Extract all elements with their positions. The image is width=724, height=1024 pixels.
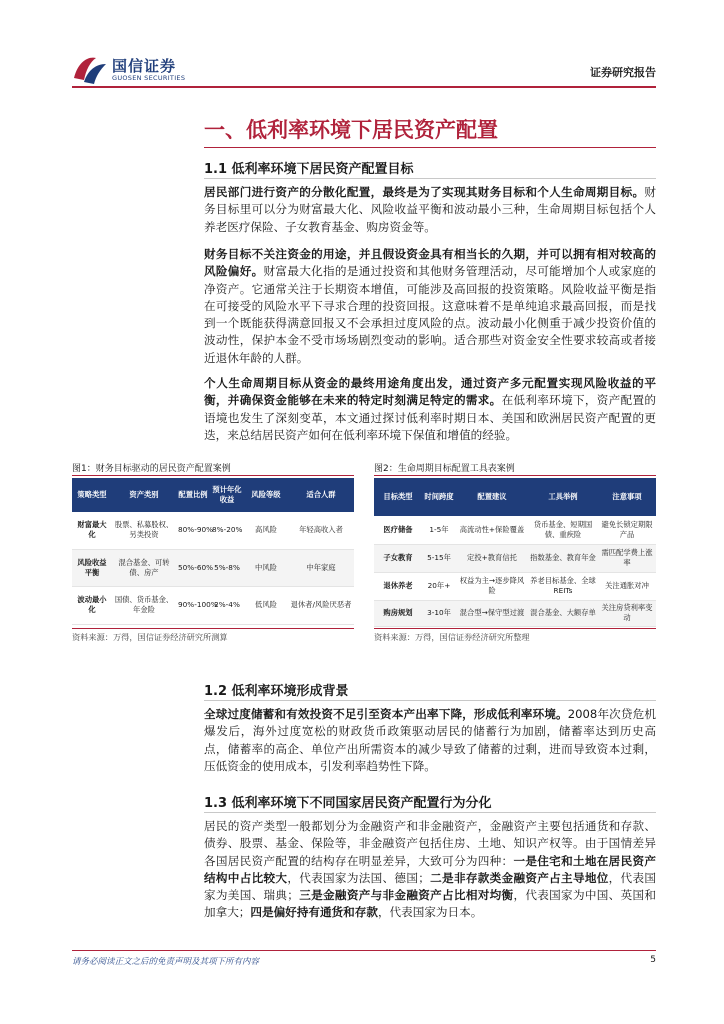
table-cell: 20年+ — [422, 572, 456, 600]
figure-2-source: 资料来源：万得，国信证券经济研究所整理 — [374, 632, 530, 642]
logo-chinese-name: 国信证券 — [112, 57, 177, 75]
table-cell: 关注通胀对冲 — [598, 572, 656, 600]
table-cell: 混合型→保守型过渡 — [456, 600, 528, 626]
table-cell: 退休者/风险厌恶者 — [288, 586, 354, 624]
table-cell: 退休养老 — [374, 572, 422, 600]
table-cell: 2%-4% — [210, 586, 244, 624]
section-1-1-heading: 1.1 低利率环境下居民资产配置目标 — [204, 162, 414, 177]
chapter-title-rule — [204, 147, 656, 148]
figure-1-bottom-rule — [72, 628, 354, 629]
fig2-header-cell: 注意事项 — [598, 478, 656, 516]
figure-2-header-row — [374, 478, 656, 516]
section-1-3-heading: 1.3 低利率环境下不同国家居民资产配置行为分化 — [204, 796, 492, 811]
table-row — [374, 516, 656, 544]
table-cell: 80%-90% — [176, 512, 210, 549]
table-cell: 货币基金、短期国债、重疾险 — [528, 516, 598, 544]
table-cell: 年轻高收入者 — [288, 512, 354, 549]
table-cell: 需匹配学费上涨率 — [598, 544, 656, 572]
fig2-header-cell: 配置建议 — [456, 478, 528, 516]
logo-english-name: GUOSEN SECURITIES — [112, 74, 186, 82]
fig1-header-cell: 适合人群 — [288, 478, 354, 512]
table-cell: 中年家庭 — [288, 549, 354, 586]
table-cell: 关注房贷利率变动 — [598, 600, 656, 626]
figure-2-top-rule — [374, 475, 656, 476]
table-cell: 国债、货币基金、年金险 — [112, 586, 176, 624]
table-cell: 3-10年 — [422, 600, 456, 626]
table-row — [374, 572, 656, 600]
table-cell: 50%-60% — [176, 549, 210, 586]
figure-2-bottom-rule — [374, 628, 656, 629]
paragraph-1-2: 全球过度储蓄和有效投资不足引至资本产出率下降，形成低利率环境。2008年次贷危机爆发后，海外过度宽松的财政货币政策驱动居民的储蓄行为加剧，储蓄率达到历史高点，储蓄率的高企、单位产出所需资本的减少导致了储蓄的过剩，进而导致资本过剩，压低资金的使用成本，引发利率趋势性下降。 — [204, 707, 656, 773]
table-cell: 风险收益平衡 — [72, 549, 112, 586]
figure-1-header-row — [72, 478, 354, 512]
fig2-header-cell: 目标类型 — [374, 478, 422, 516]
table-row — [72, 512, 354, 549]
table-cell: 混合基金、大额存单 — [528, 600, 598, 626]
table-row — [72, 586, 354, 624]
section-1-1-rule — [204, 178, 656, 179]
paragraph-1-3: 居民的资产类型一般都划分为金融资产和非金融资产，金融资产主要包括通货和存款、债券、股票、基金、保险等，非金融资产包括住房、土地、知识产权等。由于国情差异各国居民资产配置的结构存在明显差异，大致可分为四种：一是住宅和土地在居民资产结构中占比较大，代表国家为法国、德国；二是非存款类金融资产占主导地位，代表国家为美国、瑞典；三是金融资产与非金融资产占比相对均衡，代表国家为中国、英国和加拿大；四是偏好持有通货和存款，代表国家为日本。 — [204, 819, 656, 920]
guosen-logo — [72, 52, 202, 88]
figure-2-caption: 图2：生命周期目标配置工具表案例 — [374, 464, 515, 474]
report-type-label: 证券研究报告 — [590, 66, 656, 79]
fig1-header-cell: 预计年化收益 — [210, 478, 244, 512]
table-cell: 购房规划 — [374, 600, 422, 626]
table-cell: 8%-20% — [210, 512, 244, 549]
header-divider — [72, 86, 656, 88]
figure-1-table — [72, 478, 354, 625]
paragraph-1-1-c: 个人生命周期目标从资金的最终用途角度出发，通过资产多元配置实现风险收益的平衡，并确保资金能够在未来的特定时刻满足特定的需求。在低利率环境下，资产配置的语境也发生了深刻变革，本文通过探讨低利率时期日本、美国和欧洲居民资产配置的更迭，来总结居民资产如何在低利率环境下保值和增值的经验。 — [204, 376, 656, 442]
table-cell: 指数基金、教育年金 — [528, 544, 598, 572]
table-cell: 混合基金、可转债、房产 — [112, 549, 176, 586]
guosen-logo-icon — [72, 52, 108, 86]
table-cell: 财富最大化 — [72, 512, 112, 549]
footer-disclaimer: 请务必阅读正文之后的免责声明及其项下所有内容 — [72, 957, 260, 967]
section-1-2-rule — [204, 700, 656, 701]
table-cell: 权益为主→逐步降风险 — [456, 572, 528, 600]
table-cell: 股票、私募股权、另类投资 — [112, 512, 176, 549]
table-cell: 中风险 — [244, 549, 288, 586]
table-row — [374, 600, 656, 626]
fig1-header-cell: 资产类别 — [112, 478, 176, 512]
footer-divider — [72, 950, 656, 951]
table-cell: 定投+教育信托 — [456, 544, 528, 572]
table-cell: 子女教育 — [374, 544, 422, 572]
fig1-header-cell: 风险等级 — [244, 478, 288, 512]
fig2-header-cell: 时间跨度 — [422, 478, 456, 516]
fig1-header-cell: 配置比例 — [176, 478, 210, 512]
page-number: 5 — [650, 955, 656, 965]
figure-1-caption: 图1：财务目标驱动的居民资产配置案例 — [72, 464, 231, 474]
chapter-title: 一、低利率环境下居民资产配置 — [204, 118, 498, 142]
paragraph-1-1-a: 居民部门进行资产的分散化配置，最终是为了实现其财务目标和个人生命周期目标。财务目标里可以分为财富最大化、风险收益平衡和波动最小三种，生命周期目标包括个人养老医疗保险、子女教育基金、购房资金等。 — [204, 185, 656, 234]
table-cell: 5-15年 — [422, 544, 456, 572]
fig1-header-cell: 策略类型 — [72, 478, 112, 512]
table-cell: 高流动性+保险覆盖 — [456, 516, 528, 544]
table-cell: 避免长锁定期限产品 — [598, 516, 656, 544]
section-1-2-heading: 1.2 低利率环境形成背景 — [204, 684, 349, 699]
table-cell: 低风险 — [244, 586, 288, 624]
paragraph-1-1-b: 财务目标不关注资金的用途，并且假设资金具有相当长的久期，并可以拥有相对较高的风险偏好。财富最大化指的是通过投资和其他财务管理活动，尽可能增加个人或家庭的净资产。它通常关注于长期资本增值，可能涉及高回报的投资策略。风险收益平衡是指在可接受的风险水平下寻求合理的投资回报。这意味着不是单纯追求最高回报，而是找到一个既能获得满意回报又不会承担过度风险的点。波动最小化侧重于减少投资价值的波动性，保护本金不受市场场剧烈变动的影响。适合那些对资金安全性要求较高或者接近退休年龄的人群。 — [204, 247, 656, 365]
table-cell: 5%-8% — [210, 549, 244, 586]
table-cell: 养老目标基金、全球REITs — [528, 572, 598, 600]
table-cell: 1-5年 — [422, 516, 456, 544]
figure-1-top-rule — [72, 475, 354, 476]
table-row — [374, 544, 656, 572]
table-cell: 波动最小化 — [72, 586, 112, 624]
table-cell: 高风险 — [244, 512, 288, 549]
table-row — [72, 549, 354, 586]
fig2-header-cell: 工具举例 — [528, 478, 598, 516]
figure-2-table — [374, 478, 656, 627]
figure-1-source: 资料来源：万得，国信证券经济研究所测算 — [72, 632, 228, 642]
section-1-3-rule — [204, 812, 656, 813]
table-cell: 90%-100% — [176, 586, 210, 624]
table-cell: 医疗储备 — [374, 516, 422, 544]
